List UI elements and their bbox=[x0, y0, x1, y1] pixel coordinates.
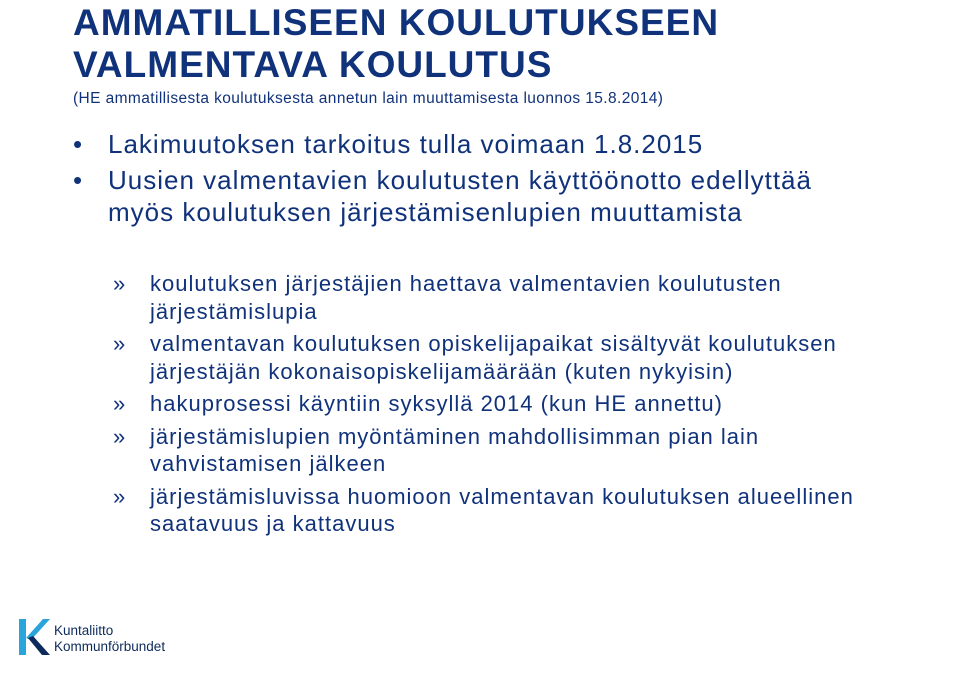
subitem bbox=[0, 390, 900, 418]
bullet-marker: • bbox=[73, 129, 84, 159]
subitem-text: järjestämisluvissa huomioon valmentavan koulutuksen alueellinen saatavuus ja kattavuus bbox=[150, 483, 854, 536]
bullet-list bbox=[0, 128, 959, 232]
page-subtitle: (HE ammatillisesta koulutuksesta annetun lain muuttamisesta luonnos 15.8.2014) bbox=[73, 90, 664, 107]
subitem-text: järjestämislupien myöntäminen mahdollisimman pian lain vahvistamisen jälkeen bbox=[150, 423, 760, 476]
bullet-text: Lakimuutoksen tarkoitus tulla voimaan 1.8.2015 bbox=[108, 129, 704, 159]
page-title bbox=[73, 2, 719, 86]
kuntaliitto-logo bbox=[18, 617, 188, 661]
subitem-marker: » bbox=[113, 483, 127, 509]
title-line-1: AMMATILLISEEN KOULUTUKSEEN bbox=[73, 2, 720, 43]
logo-text-line-2: Kommunförbundet bbox=[54, 639, 166, 654]
logo-text-line-1: Kuntaliitto bbox=[54, 623, 114, 638]
subitem bbox=[0, 330, 900, 385]
bullet-item bbox=[0, 164, 868, 228]
kuntaliitto-k-logo-icon bbox=[18, 617, 50, 657]
subitem-marker: » bbox=[113, 331, 127, 356]
subitem bbox=[0, 483, 900, 538]
subitem bbox=[0, 423, 900, 478]
bullet-text: Uusien valmentavien koulutusten käyttöönotto edellyttää myös koulutuksen järjestämisenlupien muuttamista bbox=[108, 165, 812, 227]
subitem bbox=[0, 270, 900, 325]
subitem-text: koulutuksen järjestäjien haettava valmentavien koulutusten järjestämislupia bbox=[150, 271, 782, 324]
subitem-marker: » bbox=[113, 271, 127, 296]
subitem-text: hakuprosessi käyntiin syksyllä 2014 (kun HE annettu) bbox=[150, 391, 723, 416]
bullet-item bbox=[0, 128, 868, 160]
bullet-marker: • bbox=[73, 165, 84, 195]
subitem-text: valmentavan koulutuksen opiskelijapaikat sisältyvät koulutuksen järjestäjän kokonaisopiskelijamäärään (kuten nykyisin) bbox=[150, 331, 837, 384]
title-line-2: VALMENTAVA KOULUTUS bbox=[73, 44, 553, 85]
subitem-list bbox=[0, 270, 959, 543]
subitem-marker: » bbox=[113, 391, 127, 416]
subitem-marker: » bbox=[113, 423, 127, 449]
